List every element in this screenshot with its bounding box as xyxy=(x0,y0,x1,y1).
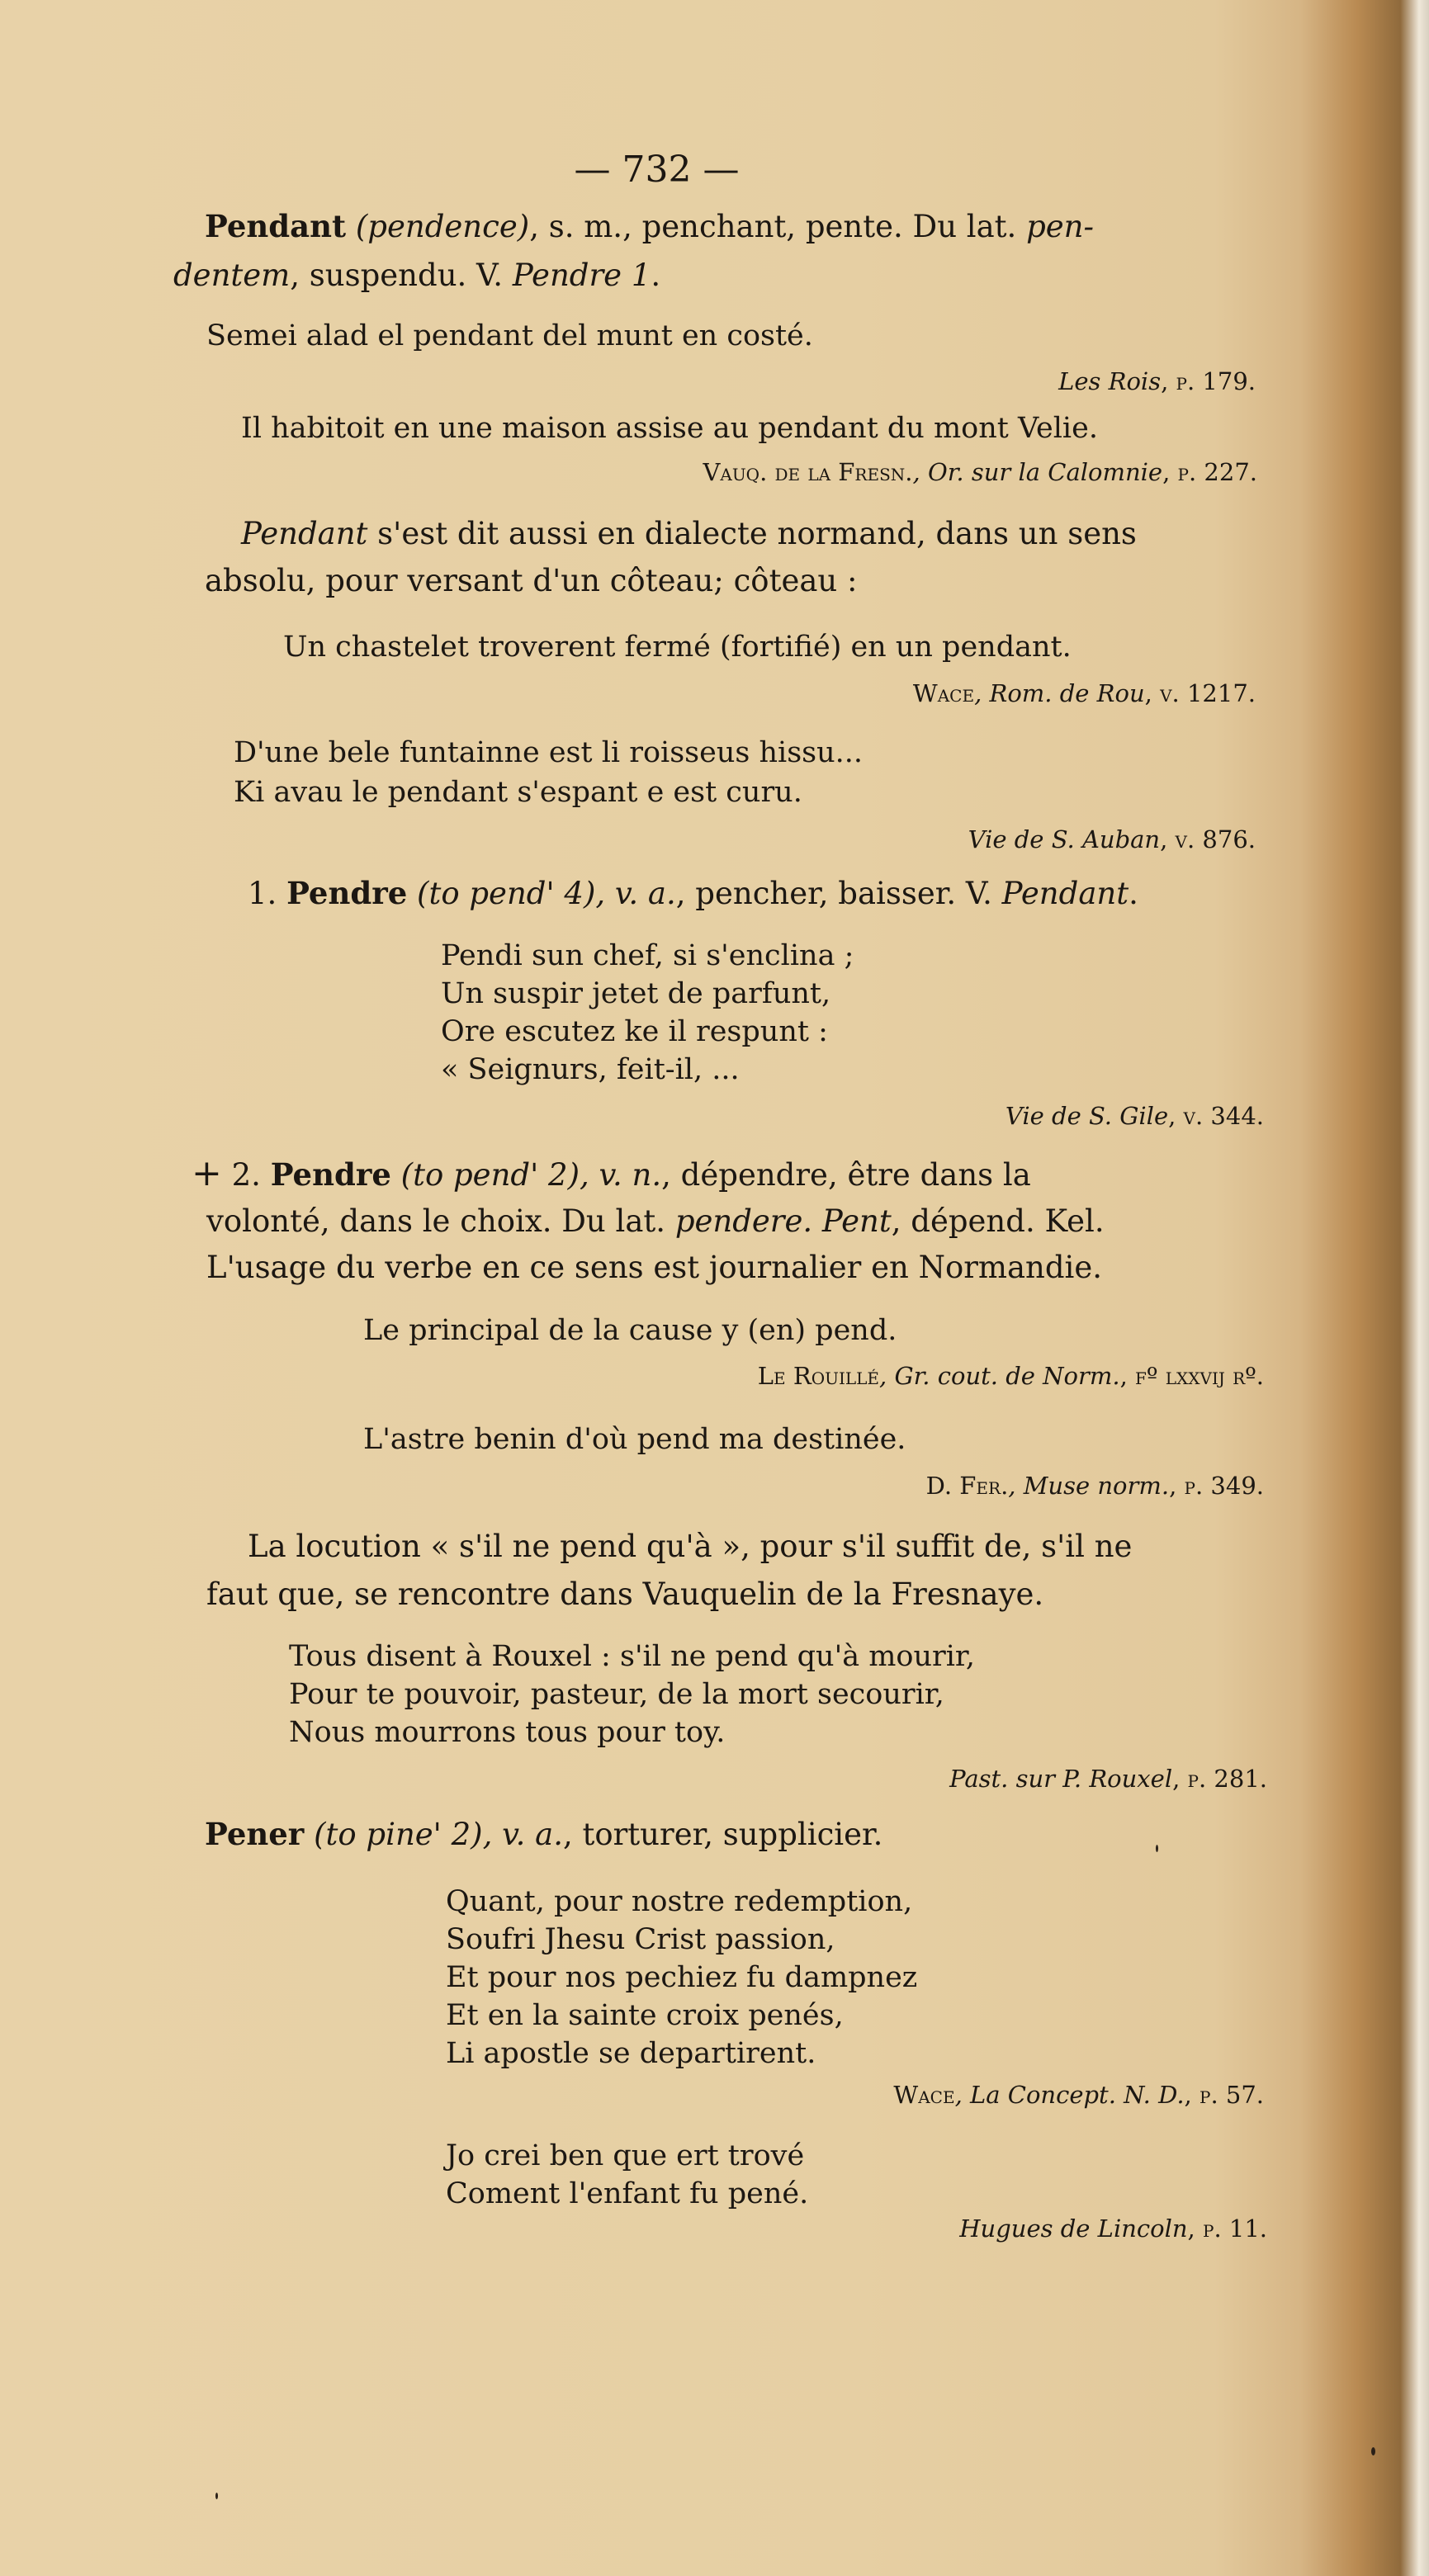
verse-line: Soufri Jhesu Crist passion, xyxy=(446,1923,835,1956)
definition: , dépend. Kel. xyxy=(891,1203,1105,1239)
etymology: (pendence) xyxy=(355,209,530,244)
quotation: L'astre benin d'où pend ma destinée. xyxy=(363,1423,906,1456)
definition: , torturer, supplicier. xyxy=(562,1817,883,1852)
verse-line: Ki avau le pendant s'espant e est curu. xyxy=(234,776,802,809)
quotation: Le principal de la cause y (en) pend. xyxy=(363,1314,897,1347)
source-citation: D. Fer., Muse norm., p. 349. xyxy=(925,1472,1264,1500)
headword: Pendre xyxy=(286,875,408,911)
source-title: Gr. cout. de Norm. xyxy=(894,1362,1120,1390)
source-citation: Wace, La Concept. N. D., p. 57. xyxy=(893,2081,1264,2109)
entry-pendant-line-2 xyxy=(173,258,660,294)
etymology: (to pend' 4), v. a. xyxy=(417,876,676,911)
source-ref: , p. 179. xyxy=(1161,367,1256,395)
entry-pendre-2-line-1 xyxy=(192,1152,1031,1194)
verse-line: Quant, pour nostre redemption, xyxy=(446,1885,913,1918)
source-ref: , p. 57. xyxy=(1184,2081,1264,2109)
source-ref: , v. 876. xyxy=(1160,825,1256,853)
verse-line: Ore escutez ke il respunt : xyxy=(441,1015,828,1048)
source-ref: , p. 227. xyxy=(1162,458,1257,486)
page-number: — 732 — xyxy=(574,149,740,191)
note-line-1 xyxy=(241,516,1137,552)
source-citation xyxy=(968,821,1256,858)
entry-pendre-2-line-2 xyxy=(206,1203,1105,1240)
note-text: s'est dit aussi en dialecte normand, dans un sens xyxy=(367,516,1137,551)
latin-word: dentem xyxy=(173,258,291,293)
source-ref: , p. 349. xyxy=(1169,1472,1264,1500)
source-title: Or. sur la Calomnie xyxy=(927,458,1163,486)
definition: volonté, dans le choix. Du lat. xyxy=(206,1203,675,1239)
note-line-2: faut que, se rencontre dans Vauquelin de la Fresnaye. xyxy=(206,1576,1044,1612)
source-author: D. Fer. xyxy=(925,1472,1009,1500)
cross-mark-icon: + xyxy=(192,1152,222,1194)
verse-line: D'une bele funtainne est li roisseus hissu... xyxy=(234,736,864,769)
paper-speck xyxy=(215,2493,218,2499)
source-citation: Le Rouillé, Gr. cout. de Norm., fº lxxvij rº. xyxy=(757,1362,1264,1390)
verse-line: Pour te pouvoir, pasteur, de la mort secourir, xyxy=(289,1678,944,1711)
source-title: Les Rois xyxy=(1058,367,1162,395)
definition: , pencher, baisser. V. xyxy=(675,876,1002,911)
source-ref: , v. 1217. xyxy=(1144,679,1256,707)
source-author: Le Rouillé xyxy=(757,1362,880,1390)
etymology: (to pend' 2), v. n. xyxy=(400,1157,662,1193)
punctuation: . xyxy=(1129,876,1138,911)
quotation: Il habitoit en une maison assise au pendant du mont Velie. xyxy=(241,412,1098,445)
entry-pener xyxy=(205,1816,882,1853)
source-title: La Concept. N. D. xyxy=(970,2081,1185,2109)
source-author: Wace xyxy=(893,2081,955,2109)
cross-reference: Pendre 1 xyxy=(512,258,651,293)
note-word: Pendant xyxy=(241,516,368,551)
verse-line: Li apostle se departirent. xyxy=(446,2037,816,2070)
verse-line: « Seignurs, feit-il, ... xyxy=(441,1053,740,1086)
paper-speck xyxy=(1371,2447,1375,2455)
source-citation xyxy=(949,1761,1267,1797)
source-citation xyxy=(959,2210,1267,2247)
verse-line: Un suspir jetet de parfunt, xyxy=(441,977,831,1010)
etymology: (to pine' 2), v. a. xyxy=(314,1817,563,1852)
cross-reference: Pendant xyxy=(1001,876,1129,911)
verse-line: Pendi sun chef, si s'enclina ; xyxy=(441,939,854,972)
verse-line: Nous mourrons tous pour toy. xyxy=(289,1716,726,1749)
note-line-2: absolu, pour versant d'un côteau; côteau : xyxy=(205,563,858,598)
source-ref: , p. 11. xyxy=(1187,2214,1267,2243)
quotation: Semei alad el pendant del munt en costé. xyxy=(206,319,813,352)
entry-number: 1. xyxy=(248,876,287,911)
source-title: Vie de S. Auban xyxy=(968,825,1161,853)
verse-line: Tous disent à Rouxel : s'il ne pend qu'à mourir, xyxy=(289,1640,975,1673)
source-title: Rom. de Rou xyxy=(989,679,1145,707)
definition: , dépendre, être dans la xyxy=(661,1157,1031,1193)
headword: Pendant xyxy=(205,208,347,244)
source-author: Vauq. de la Fresn. xyxy=(703,458,913,486)
note-line-1: La locution « s'il ne pend qu'à », pour s'il suffit de, s'il ne xyxy=(248,1529,1133,1564)
source-ref: , fº lxxvij rº. xyxy=(1119,1362,1264,1390)
source-title: Past. sur P. Rouxel xyxy=(949,1765,1173,1793)
source-citation xyxy=(1006,1098,1264,1134)
entry-number: 2. xyxy=(221,1157,271,1193)
definition: , suspendu. V. xyxy=(290,258,513,293)
source-ref: , v. 344. xyxy=(1168,1102,1264,1130)
source-citation xyxy=(1058,363,1256,399)
definition: , s. m., penchant, pente. Du lat. xyxy=(529,209,1027,244)
source-title: Vie de S. Gile xyxy=(1005,1102,1169,1130)
punctuation: . xyxy=(651,258,661,293)
entry-pendre-2-line-3: L'usage du verbe en ce sens est journalier en Normandie. xyxy=(206,1250,1103,1285)
headword: Pendre xyxy=(270,1156,391,1193)
verse-line: Et en la sainte croix penés, xyxy=(446,1999,844,2032)
verse-line: Et pour nos pechiez fu dampnez xyxy=(446,1961,918,1994)
latin-word: pendere. Pent xyxy=(674,1203,892,1239)
headword: Pener xyxy=(205,1816,305,1852)
paper-speck xyxy=(1156,1845,1158,1852)
entry-pendant-line-1 xyxy=(205,208,1094,245)
quotation: Un chastelet troverent fermé (fortifié) en un pendant. xyxy=(283,631,1072,664)
verse-line: Coment l'enfant fu pené. xyxy=(446,2177,809,2210)
latin-word: pen- xyxy=(1026,209,1094,244)
verse-line: Jo crei ben que ert trové xyxy=(446,2139,805,2172)
source-title: Muse norm. xyxy=(1023,1472,1170,1500)
source-title: Hugues de Lincoln xyxy=(959,2214,1188,2243)
source-ref: , p. 281. xyxy=(1172,1765,1267,1793)
entry-pendre-1 xyxy=(248,875,1138,912)
source-citation: Vauq. de la Fresn., Or. sur la Calomnie, p. 227. xyxy=(703,458,1257,486)
source-author: Wace xyxy=(912,679,975,707)
source-citation: Wace, Rom. de Rou, v. 1217. xyxy=(912,679,1256,707)
